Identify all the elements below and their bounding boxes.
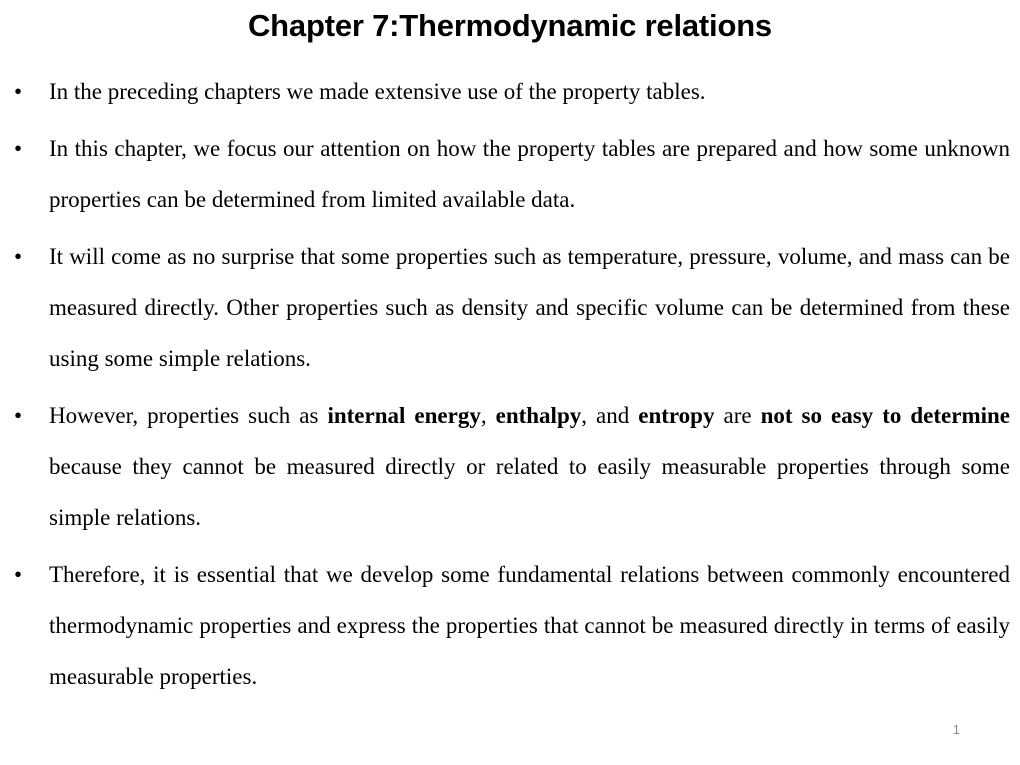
bullet-marker: • <box>14 403 23 428</box>
text-segment: , and <box>581 403 639 428</box>
bullet-item <box>0 66 1020 117</box>
bullet-marker: • <box>14 244 23 269</box>
bullet-list <box>0 66 1020 708</box>
bullet-item <box>0 549 1020 702</box>
bullet-item <box>0 390 1020 543</box>
page-number: 1 <box>952 722 960 737</box>
bullet-text <box>49 549 1010 702</box>
text-segment: However, properties such as <box>49 403 328 428</box>
bullet-text <box>49 231 1010 384</box>
bold-term-enthalpy: enthalpy <box>495 403 582 428</box>
bold-term-internal-energy: internal energy <box>327 403 481 428</box>
text-segment: In this chapter, we focus our attention on how the property tables are prepared and how some unknown properties can be determined from limited available data. <box>49 136 1010 212</box>
bullet-text <box>49 123 1010 225</box>
text-segment: because they cannot be measured directly or related to easily measurable properties through some simple relations. <box>49 454 1010 530</box>
bullet-marker: • <box>14 79 23 104</box>
bullet-text <box>49 66 1010 117</box>
bullet-marker: • <box>14 136 23 161</box>
bullet-item <box>0 231 1020 384</box>
bullet-text <box>49 390 1010 543</box>
text-segment: , <box>480 403 496 428</box>
text-segment: Therefore, it is essential that we develop some fundamental relations between commonly encountered thermodynamic properties and express the properties that cannot be measured directly in terms of easily measurable properties. <box>49 562 1010 689</box>
bold-term-entropy: entropy <box>638 403 715 428</box>
bullet-item <box>0 123 1020 225</box>
bullet-marker: • <box>14 562 23 587</box>
text-segment: are <box>714 403 761 428</box>
slide-title: Chapter 7:Thermodynamic relations <box>248 8 772 43</box>
text-segment: In the preceding chapters we made extensive use of the property tables. <box>49 79 706 104</box>
text-segment: It will come as no surprise that some properties such as temperature, pressure, volume, and mass can be measured directly. Other properties such as density and specific volume can be determined from these using some simple relations. <box>49 244 1010 371</box>
bold-phrase-not-so-easy: not so easy to determine <box>760 403 1010 428</box>
